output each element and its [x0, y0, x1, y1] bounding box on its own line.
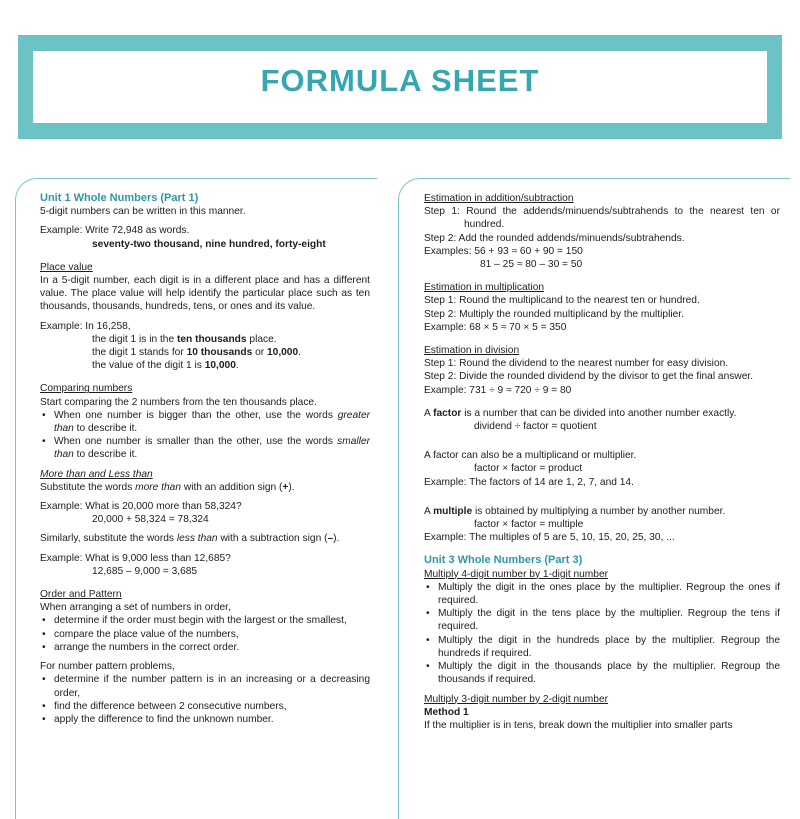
pattern-text: For number pattern problems,	[40, 661, 175, 673]
method-1-label: Method 1	[424, 706, 469, 718]
factor-definition: A factor is a number that can be divided into another number exactly.	[424, 407, 737, 419]
estimation-add-step-1: Step 1: Round the addends/minuends/subtrahends to the nearest ten or hundred.	[424, 206, 780, 231]
multiple-definition: A multiple is obtained by multiplying a number by another number.	[424, 505, 726, 517]
place-value-line-3: the value of the digit 1 is 10,000.	[92, 360, 239, 372]
method-1-text: If the multiplier is in tens, break down the multiplier into smaller parts	[424, 719, 733, 731]
example-words-prompt: Example: Write 72,948 as words.	[40, 225, 190, 237]
multiple-formula: factor × factor = multiple	[474, 519, 584, 531]
estimation-div-step-1: Step 1: Round the dividend to the nearest number for easy division.	[424, 358, 729, 370]
list-item: • When one number is smaller than the other, use the words smaller than to describe it.	[40, 435, 370, 461]
multiply-3by2-heading: Multiply 3-digit number by 2-digit number	[424, 693, 609, 705]
list-item: • Multiply the digit in the thousands place by the multiplier. Regroup the thousands if required.	[424, 660, 780, 686]
estimation-mul-heading: Estimation in multiplication	[424, 282, 545, 294]
estimation-mul-example: Example: 68 × 5 ≈ 70 × 5 = 350	[424, 321, 567, 333]
more-less-heading: More than and Less than	[40, 468, 153, 480]
multiple-example: Example: The multiples of 5 are 5, 10, 15, 20, 25, 30, ...	[424, 532, 675, 544]
right-column	[424, 192, 780, 732]
left-column-frame-top	[37, 178, 377, 179]
more-than-answer: 20,000 + 58,324 = 78,324	[92, 514, 209, 526]
estimation-div-example: Example: 731 ÷ 9 ≈ 720 ÷ 9 = 80	[424, 384, 572, 396]
less-than-text: Similarly, substitute the words less than with a subtraction sign (–).	[40, 533, 340, 545]
right-column-frame	[398, 178, 421, 819]
order-pattern-heading: Order and Pattern	[40, 589, 122, 601]
estimation-mul-step-2: Step 2: Multiply the rounded multiplicand by the multiplier.	[424, 308, 684, 320]
pattern-list	[40, 673, 370, 726]
more-than-text: Substitute the words more than with an addition sign (+).	[40, 481, 295, 493]
factor-formula: dividend ÷ factor = quotient	[474, 421, 597, 433]
example-words-answer: seventy-two thousand, nine hundred, forty-eight	[92, 238, 326, 250]
multiply-4by1-heading: Multiply 4-digit number by 1-digit number	[424, 568, 609, 580]
list-item: • arrange the numbers in the correct order.	[40, 641, 370, 654]
list-item: • Multiply the digit in the hundreds place by the multiplier. Regroup the hundreds if required.	[424, 634, 780, 660]
estimation-div-heading: Estimation in division	[424, 345, 520, 357]
place-value-text: In a 5-digit number, each digit is in a different place and has a different value. The place value will help identify the particular place such as ten thousands, thousands, hundreds, tens, or ones and its value.	[40, 275, 370, 313]
left-column-frame	[15, 178, 38, 819]
right-column-frame-top	[420, 178, 790, 179]
place-value-example: Example: In 16,258,	[40, 320, 131, 332]
estimation-add-heading: Estimation in addition/subtraction	[424, 193, 574, 204]
comparing-list	[40, 409, 370, 462]
estimation-div-step-2: Step 2: Divide the rounded dividend by the divisor to get the final answer.	[424, 371, 754, 383]
left-column	[40, 192, 370, 726]
place-value-line-2: the digit 1 stands for 10 thousands or 10,000.	[92, 347, 301, 359]
order-text: When arranging a set of numbers in order,	[40, 602, 231, 614]
less-than-answer: 12,685 – 9,000 = 3,685	[92, 565, 198, 577]
comparing-text: Start comparing the 2 numbers from the ten thousands place.	[40, 396, 317, 408]
list-item: • determine if the order must begin with the largest or the smallest,	[40, 614, 370, 627]
list-item: • compare the place value of the numbers,	[40, 628, 370, 641]
factor-product-formula: factor × factor = product	[474, 463, 583, 475]
more-than-example: Example: What is 20,000 more than 58,324?	[40, 501, 242, 513]
less-than-example: Example: What is 9,000 less than 12,685?	[40, 552, 231, 564]
list-item: • determine if the number pattern is in an increasing or a decreasing order,	[40, 673, 370, 699]
factor-example: Example: The factors of 14 are 1, 2, 7, and 14.	[424, 476, 634, 488]
unit3-title: Unit 3 Whole Numbers (Part 3)	[424, 554, 583, 567]
estimation-add-example-1: Examples: 56 + 93 ≈ 60 + 90 = 150	[424, 245, 583, 257]
factor-note: A factor can also be a multiplicand or multiplier.	[424, 450, 637, 462]
title-box	[31, 49, 769, 125]
comparing-heading: Comparing numbers	[40, 383, 133, 395]
place-value-line-1: the digit 1 is in the ten thousands place.	[92, 333, 277, 345]
estimation-add-example-2: 81 – 25 ≈ 80 – 30 = 50	[480, 259, 583, 271]
multiply-4by1-list	[424, 581, 780, 687]
estimation-mul-step-1: Step 1: Round the multiplicand to the nearest ten or hundred.	[424, 295, 700, 307]
page-title: FORMULA SHEET	[260, 63, 540, 98]
title-banner	[18, 35, 782, 139]
list-item: • Multiply the digit in the ones place by the multiplier. Regroup the ones if required.	[424, 581, 780, 607]
unit1-title: Unit 1 Whole Numbers (Part 1)	[40, 192, 199, 204]
list-item: • apply the difference to find the unknown number.	[40, 713, 370, 726]
list-item: • When one number is bigger than the other, use the words greater than to describe it.	[40, 409, 370, 435]
unit1-intro: 5-digit numbers can be written in this manner.	[40, 206, 246, 218]
list-item: • Multiply the digit in the tens place by the multiplier. Regroup the tens if required.	[424, 607, 780, 633]
order-list	[40, 614, 370, 654]
place-value-heading: Place value	[40, 261, 93, 273]
estimation-add-step-2: Step 2: Add the rounded addends/minuends/subtrahends.	[424, 232, 685, 244]
list-item: • find the difference between 2 consecutive numbers,	[40, 700, 370, 713]
